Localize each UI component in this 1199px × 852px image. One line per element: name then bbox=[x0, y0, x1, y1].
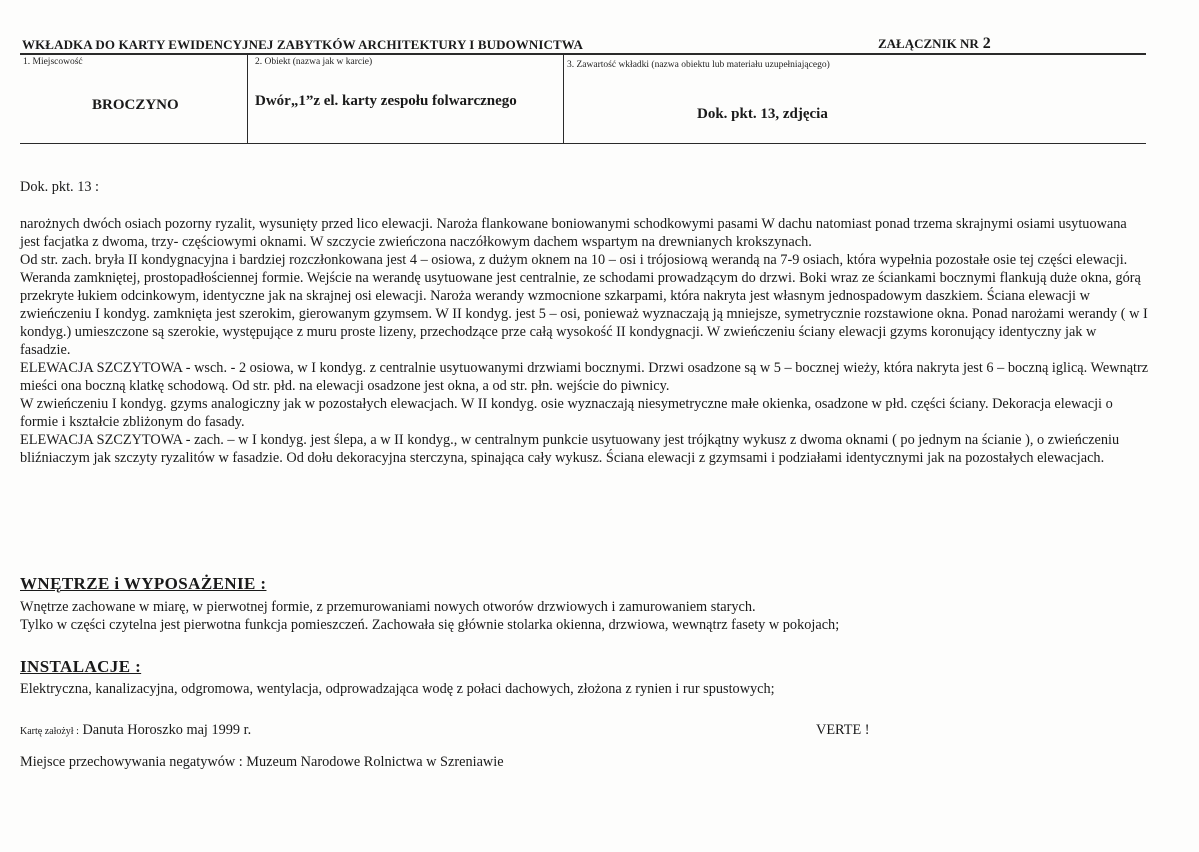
interior-text bbox=[20, 598, 1150, 634]
author-value: Danuta Horoszko maj 1999 r. bbox=[82, 722, 252, 738]
location-value: BROCZYNO bbox=[92, 97, 179, 113]
annex-label-text: ZAŁĄCZNIK NR bbox=[878, 36, 979, 51]
installations-heading: INSTALACJE : bbox=[20, 657, 142, 676]
author-label: Kartę założył : bbox=[20, 726, 79, 737]
object-value: Dwór„1”z el. karty zespołu folwarcznego bbox=[255, 93, 517, 109]
paragraph-2: Od str. zach. bryła II kondygnacyjna i bardziej rozczłonkowana jest 4 – osiowa, z dużym oknem na 10 – osi i trójosiową werandą na 7-9 osiach, która wypełnia pozostałe osie tej części elewacji. Weranda zamkniętej, prostopadłościennej formie. Wejście na werandę usytuowane jest centralnie, ze schodami prowadzącym do drzwi. Boki wraz ze ściankami bocznymi flankują duże okna, górą przekryte łukiem odcinkowym, identyczne jak na skrajnej osi elewacji. Naroża werandy wzmocnione szkarpami, która nakryta jest własnym jednospadowym daszkiem. Ściana elewacji w zwieńczeniu I kondyg. zamknięta jest szerokim, gierowanym gzymsem. W II kondyg. jest 5 – osi, ponieważ wyznaczają ją mniejsze, symetrycznie rozstawione okna. Ponad narożami werandy ( w I kondyg.) umieszczone są szerokie, występujące z muru proste lizeny, przechodzące prze całą wysokość II kondygnacji. W zwieńczeniu ściany elewacji gzyms koronujący identyczny jak w fasadzie. bbox=[20, 252, 1148, 358]
interior-line-2: Tylko w części czytelna jest pierwotna funkcja pomieszczeń. Zachowała się głównie stolarka okienna, drzwiowa, wewnątrz fasety w pokojach; bbox=[20, 617, 840, 633]
intro-line: Dok. pkt. 13 : bbox=[20, 179, 100, 195]
form-title: WKŁADKA DO KARTY EWIDENCYJNEJ ZABYTKÓW ARCHITEKTURY I BUDOWNICTWA bbox=[22, 37, 583, 52]
header-top-rule bbox=[20, 53, 1146, 55]
annex-label bbox=[878, 35, 991, 53]
verte-note: VERTE ! bbox=[816, 722, 870, 738]
header-bottom-rule bbox=[20, 143, 1146, 144]
author-line bbox=[20, 721, 251, 741]
paragraph-5: ELEWACJA SZCZYTOWA - zach. – w I kondyg. jest ślepa, a w II kondyg., w centralnym punkcie usytuowany jest trójkątny wykusz z dwoma oknami ( po jednym na ścianie ), o zwieńczeniu bliźniaczym jak szczyty ryzalitów w fasadzie. Od dołu dekoracyjna sterczyna, spinająca cały wykusz. Ściana elewacji z gzymsami i podziałami identycznymi jak na pozostałych elewacjach. bbox=[20, 432, 1120, 466]
cell-divider-1 bbox=[247, 55, 248, 143]
cell-divider-2 bbox=[563, 55, 564, 143]
location-label: 1. Miejscowość bbox=[23, 57, 83, 67]
interior-heading: WNĘTRZE i WYPOSAŻENIE : bbox=[20, 574, 267, 593]
paragraph-4: W zwieńczeniu I kondyg. gzyms analogiczny jak w pozostałych elewacjach. W II kondyg. osie wyznaczają niesymetryczne małe okienka, osadzone w płd. części ściany. Dekoracja elewacji o formie i kształcie zbliżonym do fasady. bbox=[20, 396, 1113, 430]
negatives-location: Miejsce przechowywania negatywów : Muzeum Narodowe Rolnictwa w Szreniawie bbox=[20, 754, 504, 770]
content-value: Dok. pkt. 13, zdjęcia bbox=[697, 106, 828, 122]
annex-number: 2 bbox=[982, 35, 991, 52]
installations-text: Elektryczna, kanalizacyjna, odgromowa, wentylacja, odprowadzająca wodę z połaci dachowych, złożona z rynien i rur spustowych; bbox=[20, 681, 775, 697]
description-block bbox=[20, 215, 1150, 467]
paragraph-3: ELEWACJA SZCZYTOWA - wsch. - 2 osiowa, w I kondyg. z centralnie usytuowanymi drzwiami bocznymi. Drzwi osadzone są w 5 – bocznej wieży, która nakryta jest 6 – boczną iglicą. Wewnątrz mieści ona boczną klatkę schodową. Od str. płd. na elewacji osadzone jest okna, a od str. płn. wejście do piwnicy. bbox=[20, 360, 1149, 394]
content-label: 3. Zawartość wkładki (nazwa obiektu lub materiału uzupełniającego) bbox=[567, 60, 830, 70]
paragraph-1: narożnych dwóch osiach pozorny ryzalit, wysunięty przed lico elewacji. Naroża flankowane boniowanymi schodkowymi pasami W dachu natomiast ponad trzema skrajnymi osiami usytuowana jest facjatka z dwoma, trzy- częściowymi oknami. W szczycie zwieńczona naczółkowym dachem wspartym na drewnianych krokszynach. bbox=[20, 216, 1127, 250]
interior-line-1: Wnętrze zachowane w miarę, w pierwotnej formie, z przemurowaniami nowych otworów drzwiowych i zamurowaniem starych. bbox=[20, 599, 756, 615]
object-label: 2. Obiekt (nazwa jak w karcie) bbox=[255, 57, 373, 67]
